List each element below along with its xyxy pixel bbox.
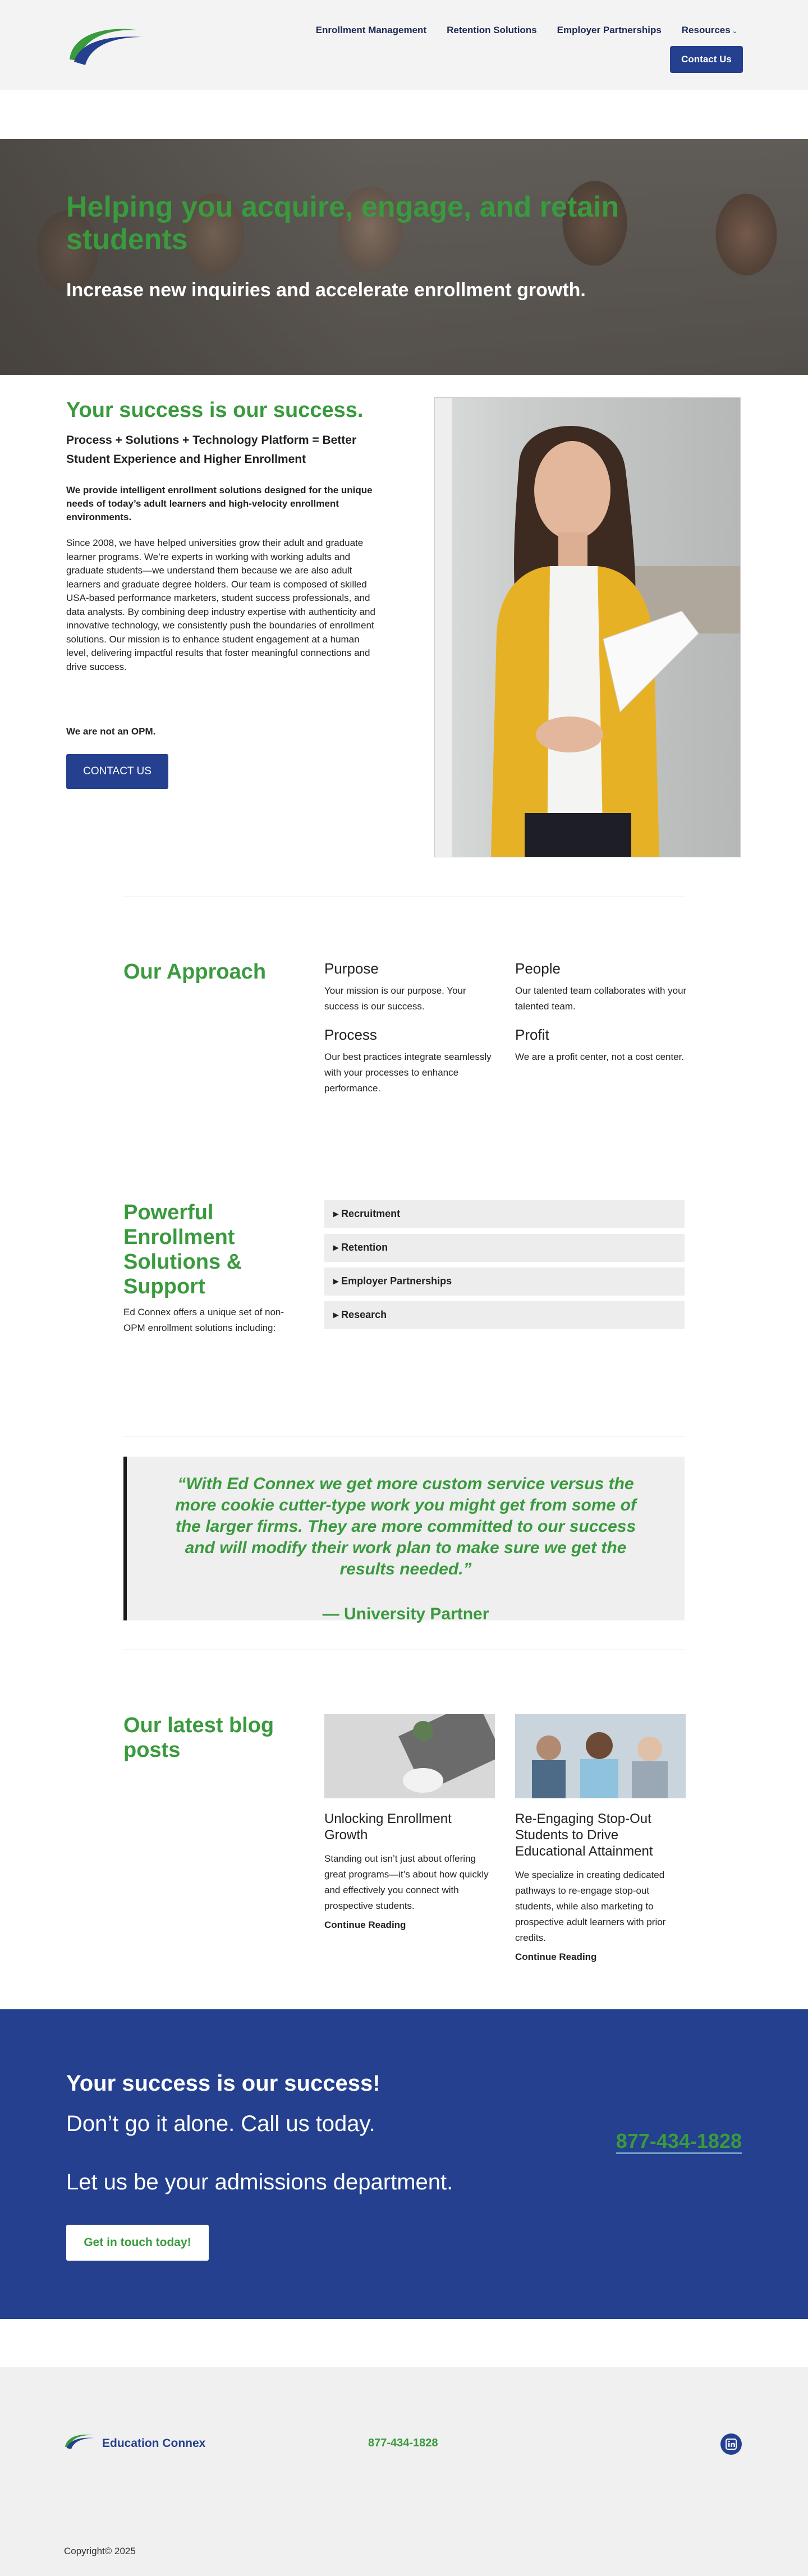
footer-brand[interactable]: Education Connex (102, 2437, 206, 2450)
blog-post-title[interactable]: Re-Engaging Stop-Out Students to Drive Educational Attainment (515, 1811, 653, 1859)
continue-reading-link[interactable]: Continue Reading (324, 1920, 406, 1930)
nav-employer-partnerships[interactable]: Employer Partnerships (557, 25, 662, 35)
approach-heading: Our Approach (123, 960, 267, 984)
approach-profit (515, 1026, 689, 1065)
accordion-recruitment[interactable] (324, 1200, 685, 1228)
hero-title: Helping you acquire, engage, and retain students (66, 191, 619, 256)
testimonial-quote (123, 1457, 685, 1623)
approach-item-text: We are a profit center, not a cost center. (515, 1051, 685, 1062)
quote-citation: — University Partner (322, 1605, 489, 1623)
blog-post-excerpt: Standing out isn’t just about offering great programs—it’s about how quickly and effectively you connect with prospective students. (324, 1853, 489, 1911)
get-in-touch-button[interactable]: Get in touch today! (66, 2225, 209, 2261)
triangle-right-icon: ▸ (333, 1242, 339, 1253)
success-heading: Your success is our success. (66, 398, 364, 422)
cta-line-call: Don’t go it alone. Call us today. (66, 2111, 375, 2136)
blog-heading: Our latest blog posts (123, 1714, 274, 1762)
cta-band (0, 2009, 808, 2319)
success-tagline: Process + Solutions + Technology Platform = Better Student Experience and Higher Enrollment (66, 434, 357, 466)
cta-phone-link[interactable]: 877-434-1828 (616, 2129, 742, 2152)
desk-laptop-image-icon (324, 1714, 495, 1798)
approach-people (515, 960, 689, 1014)
students-group-image-icon (515, 1714, 686, 1798)
success-section (0, 375, 808, 897)
approach-item-text: Our best practices integrate seamlessly with your processes to enhance performance. (324, 1051, 492, 1094)
main-nav (316, 25, 737, 36)
continue-reading-link[interactable]: Continue Reading (515, 1951, 597, 1962)
approach-item-title: Purpose (324, 960, 379, 977)
accordion-research[interactable] (324, 1301, 685, 1329)
woman-with-papers-photo (434, 397, 741, 857)
approach-item-text: Your mission is our purpose. Your success is our success. (324, 985, 466, 1012)
accordion-label: Retention (341, 1242, 388, 1253)
quote-text: “With Ed Connex we get more custom service versus the more cookie cutter-type work you might get from some of the larger firms. They are more committed to our success and will modify their work plan to make sure we get the results needed.” (175, 1475, 636, 1578)
nav-retention-solutions[interactable]: Retention Solutions (447, 25, 537, 35)
success-body: Since 2008, we have helped universities grow their adult and graduate learner programs. We’re experts in working with working adults and graduate students—we understand them because we are also adult learners and graduate degree holders. Our team is composed of skilled USA-based performance marketers, student success professionals, and data analysts. By combining deep industry expertise with authenticity and innovative technology, we consistently push the boundaries of enrollment solutions. Our mission is to enhance student engagement at a human level, delivering impactful results that foster meaningful connections and drive success. (66, 538, 375, 672)
approach-process (324, 1026, 498, 1096)
success-lead: We provide intelligent enrollment solutions designed for the unique needs of today’s adult learners and high-velocity enrollment environments. (66, 485, 373, 522)
solutions-heading: Powerful Enrollment Solutions & Support (123, 1201, 242, 1298)
solutions-description: Ed Connex offers a unique set of non-OPM enrollment solutions including: (123, 1307, 284, 1333)
accordion-retention[interactable] (324, 1234, 685, 1262)
triangle-right-icon: ▸ (333, 1208, 339, 1219)
nav-resources-label: Resources (681, 25, 731, 35)
blog-section (0, 1650, 808, 2009)
accordion-label: Research (341, 1309, 387, 1320)
blog-post-card (515, 1714, 686, 1963)
approach-section (0, 897, 808, 1200)
solutions-section (0, 1200, 808, 1436)
portrait-illustration-icon (435, 398, 741, 857)
accordion-employer-partnerships[interactable] (324, 1268, 685, 1296)
approach-item-title: People (515, 960, 561, 977)
hero-subtitle: Increase new inquiries and accelerate enrollment growth. (66, 279, 586, 301)
triangle-right-icon: ▸ (333, 1309, 339, 1320)
triangle-right-icon: ▸ (333, 1275, 339, 1287)
header-contact-button[interactable]: Contact Us (670, 46, 743, 73)
approach-purpose (324, 960, 498, 1014)
chevron-down-icon: ⌄ (730, 28, 737, 35)
approach-item-text: Our talented team collaborates with your talented team. (515, 985, 687, 1012)
blog-post-title[interactable]: Unlocking Enrollment Growth (324, 1811, 452, 1843)
accordion-label: Employer Partnerships (341, 1275, 452, 1287)
not-opm-statement: We are not an OPM. (66, 726, 156, 737)
blog-post-card (324, 1714, 495, 1931)
contact-us-button[interactable]: CONTACT US (66, 754, 168, 789)
footer-phone-link[interactable]: 877-434-1828 (368, 2437, 438, 2449)
site-footer (0, 2367, 808, 2576)
blog-post-excerpt: We specialize in creating dedicated pathways to re-engage stop-out students, while also marketing to prospective adult learners with prior credits. (515, 1870, 666, 1943)
nav-resources[interactable] (682, 25, 737, 36)
approach-item-title: Process (324, 1026, 377, 1043)
site-header (0, 0, 808, 90)
cta-line-admissions: Let us be your admissions department. (66, 2170, 453, 2194)
accordion-label: Recruitment (341, 1208, 401, 1219)
footer-logo-icon[interactable] (64, 2431, 95, 2450)
blog-thumbnail[interactable] (324, 1714, 495, 1798)
nav-enrollment-management[interactable]: Enrollment Management (315, 25, 427, 35)
company-logo-icon[interactable] (66, 20, 146, 68)
cta-heading: Your success is our success! (66, 2071, 380, 2096)
hero-banner (0, 139, 808, 375)
blog-thumbnail[interactable] (515, 1714, 686, 1798)
approach-item-title: Profit (515, 1026, 549, 1043)
copyright-text: Copyright© 2025 (64, 2546, 136, 2556)
linkedin-icon[interactable] (720, 2433, 742, 2455)
testimonial-section (0, 1436, 808, 1650)
